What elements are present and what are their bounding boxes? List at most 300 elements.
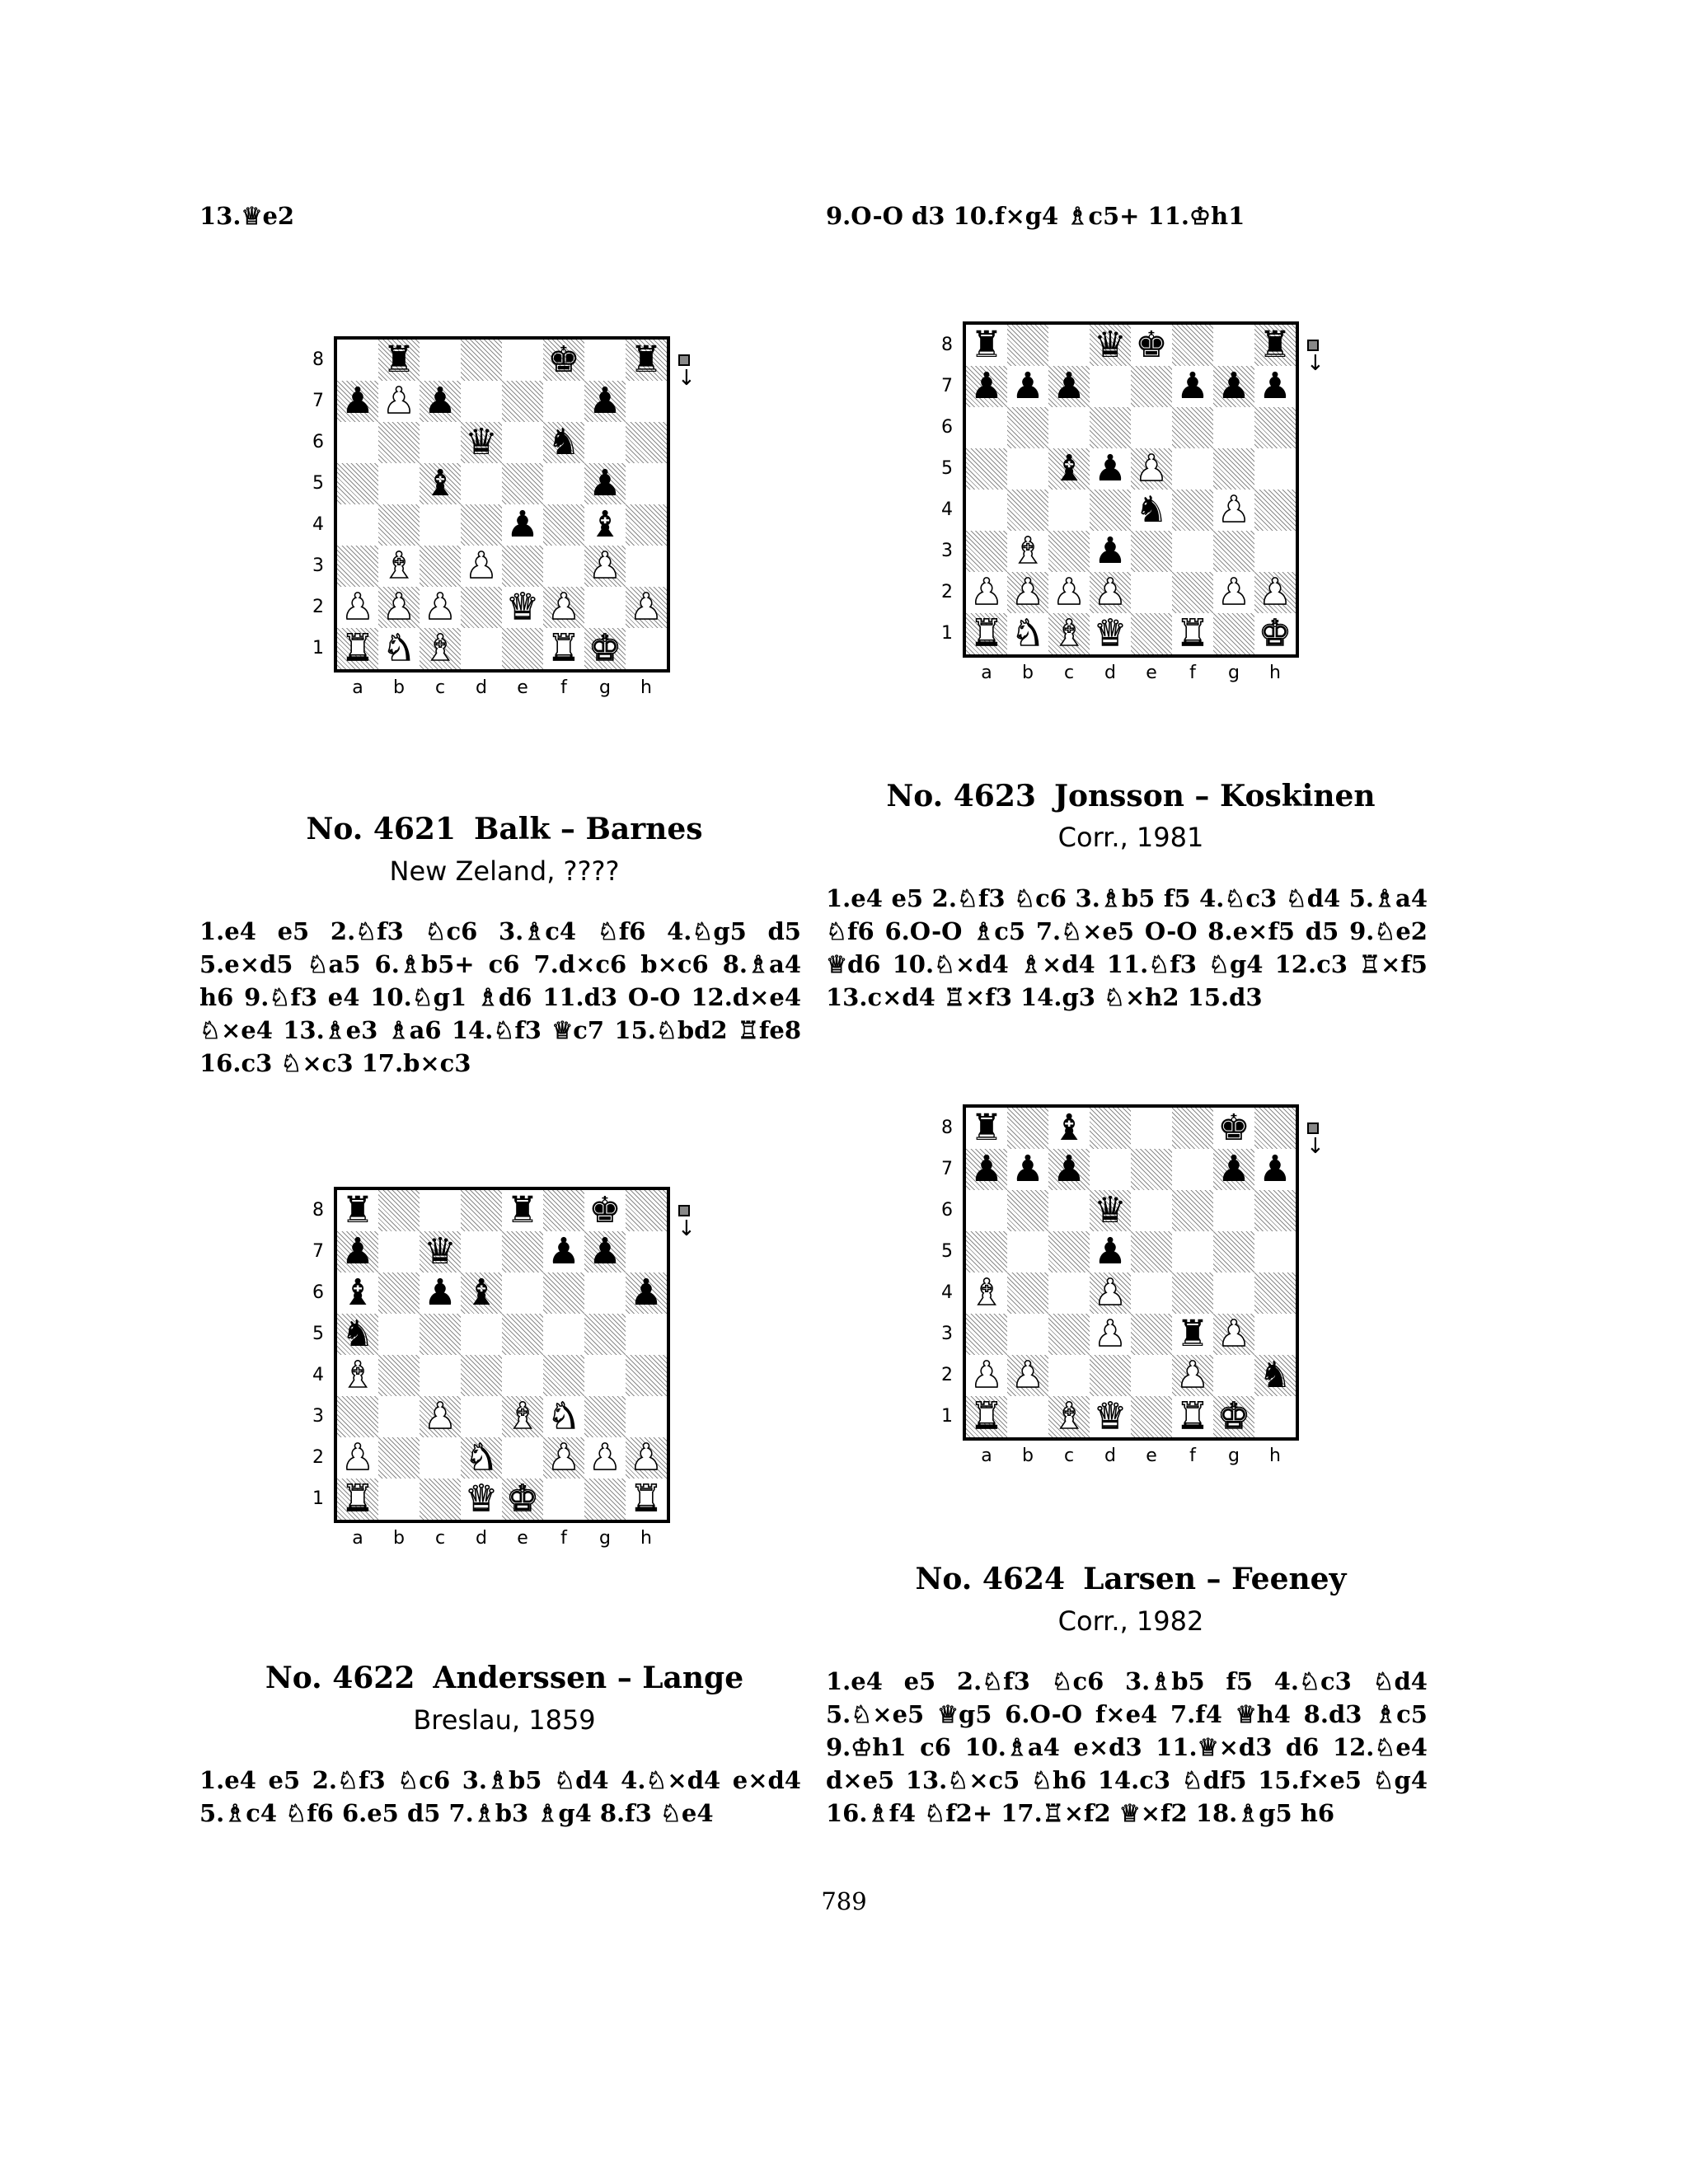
square-a1	[337, 1479, 378, 1520]
black-king-icon: ♚	[547, 339, 580, 381]
white-knight-icon: ♞	[465, 1436, 498, 1479]
square-e8	[1131, 1108, 1172, 1149]
chess-board	[334, 1187, 670, 1523]
square-d4	[461, 1355, 502, 1396]
square-e5	[1131, 448, 1172, 490]
square-d2	[1090, 1355, 1131, 1396]
square-c4	[420, 1355, 461, 1396]
square-b8	[378, 1190, 420, 1231]
black-bishop-icon: ♝	[465, 1272, 498, 1314]
square-b4	[1007, 1272, 1048, 1314]
square-f5	[1172, 448, 1213, 490]
file-label: h	[640, 677, 652, 698]
white-rook-icon: ♜	[970, 612, 1003, 654]
file-label: d	[1104, 663, 1116, 683]
file-label: c	[1063, 663, 1075, 683]
black-pawn-icon: ♟	[341, 1230, 374, 1272]
file-label: b	[393, 677, 405, 698]
square-f4	[543, 504, 584, 546]
black-bishop-icon: ♝	[1053, 1107, 1085, 1149]
square-a2	[966, 1355, 1007, 1396]
chess-board	[334, 336, 670, 673]
square-e4	[1131, 1272, 1172, 1314]
white-pawn-icon: ♟	[1094, 1313, 1127, 1355]
black-rook-icon: ♜	[1259, 324, 1292, 366]
white-king-icon: ♚	[588, 627, 621, 669]
square-f4	[1172, 1272, 1213, 1314]
file-label: a	[352, 1528, 363, 1549]
square-f3	[543, 1396, 584, 1437]
square-c2	[420, 1437, 461, 1479]
square-e6	[1131, 407, 1172, 448]
square-h1	[1254, 1396, 1296, 1437]
square-e7	[1131, 366, 1172, 407]
black-queen-icon: ♛	[1094, 1189, 1127, 1231]
square-b2	[378, 1437, 420, 1479]
file-label: f	[560, 1528, 567, 1549]
square-b3	[378, 546, 420, 587]
rank-label: 6	[312, 1282, 324, 1303]
black-rook-icon: ♜	[1176, 1313, 1209, 1355]
white-pawn-icon: ♟	[1094, 571, 1127, 613]
square-c2	[1048, 1355, 1090, 1396]
rank-label: 7	[941, 376, 953, 396]
white-pawn-icon: ♟	[1217, 571, 1250, 613]
square-g1	[584, 1479, 626, 1520]
file-label: f	[560, 677, 567, 698]
square-a2	[337, 1437, 378, 1479]
square-f7	[543, 381, 584, 422]
game-number: No. 4621	[306, 812, 457, 846]
square-a2	[966, 572, 1007, 613]
rank-label: 8	[941, 335, 953, 355]
black-knight-icon: ♞	[341, 1313, 374, 1355]
black-knight-icon: ♞	[547, 421, 580, 463]
game-event-4624: Corr., 1982	[1057, 1605, 1204, 1637]
rank-label: 1	[312, 638, 324, 658]
rank-label: 4	[941, 499, 953, 520]
square-c8	[1048, 325, 1090, 366]
black-pawn-icon: ♟	[588, 380, 621, 422]
square-h6	[1254, 1190, 1296, 1231]
square-e6	[502, 1272, 543, 1314]
moves-text: 1.e4 e5 2.♘f3 ♘c6 3.♗c4 ♘f6 4.♘g5 d5 5.e×d5 ♘a5 6.♗b5+ c6 7.d×c6 b×c6 8.♗a4 h6 9.♘f3 e4 10.♘g1 ♗d6 11.d3 O-O 12.d×e4 ♘×e4 13.♗e3 ♗a6 14.♘f3 ♕c7 15.♘bd2 ♖fe8 16.c3 ♘×c3 17.b×c3	[199, 917, 801, 1077]
square-c5	[1048, 448, 1090, 490]
square-g1	[1213, 1396, 1254, 1437]
square-g4	[584, 1355, 626, 1396]
white-king-icon: ♚	[1259, 612, 1292, 654]
square-g1	[1213, 613, 1254, 654]
square-b4	[378, 504, 420, 546]
square-a4	[337, 504, 378, 546]
square-a6	[966, 407, 1007, 448]
side-to-move-marker	[1307, 340, 1319, 351]
square-c7	[420, 381, 461, 422]
square-f3	[1172, 531, 1213, 572]
square-g2	[584, 1437, 626, 1479]
white-pawn-icon: ♟	[1217, 1313, 1250, 1355]
square-a2	[337, 587, 378, 628]
continuation-left: 13.♕e2	[199, 202, 295, 230]
white-bishop-icon: ♝	[1053, 1395, 1085, 1437]
square-f6	[1172, 1190, 1213, 1231]
square-h2	[1254, 572, 1296, 613]
square-h6	[1254, 407, 1296, 448]
square-g8	[1213, 325, 1254, 366]
square-a1	[966, 1396, 1007, 1437]
white-bishop-icon: ♝	[341, 1354, 374, 1396]
square-a6	[337, 422, 378, 463]
black-king-icon: ♚	[1135, 324, 1168, 366]
square-g4	[584, 504, 626, 546]
square-d3	[461, 1396, 502, 1437]
square-c3	[420, 1396, 461, 1437]
square-a8	[966, 325, 1007, 366]
square-h6	[626, 1272, 667, 1314]
square-g3	[584, 546, 626, 587]
black-king-icon: ♚	[588, 1189, 621, 1231]
square-c7	[420, 1231, 461, 1272]
square-b1	[378, 628, 420, 669]
square-b6	[378, 422, 420, 463]
square-d1	[461, 1479, 502, 1520]
rank-label: 7	[941, 1159, 953, 1179]
square-c1	[420, 1479, 461, 1520]
down-arrow-icon: ↓	[1306, 1134, 1325, 1159]
white-rook-icon: ♜	[1176, 1395, 1209, 1437]
black-bishop-icon: ♝	[424, 462, 457, 504]
black-pawn-icon: ♟	[1217, 365, 1250, 407]
square-a4	[337, 1355, 378, 1396]
square-c5	[420, 1314, 461, 1355]
file-label: c	[434, 1528, 446, 1549]
game-moves-4621	[199, 915, 801, 1080]
square-c3	[420, 546, 461, 587]
file-label: g	[1228, 663, 1240, 683]
game-title-4621	[199, 812, 809, 846]
black-pawn-icon: ♟	[1094, 530, 1127, 572]
moves-text: 1.e4 e5 2.♘f3 ♘c6 3.♗b5 f5 4.♘c3 ♘d4 5.♗a4 ♘f6 6.O-O ♗c5 7.♘×e5 O-O 8.e×f5 d5 9.♘e2 ♕d6 10.♘×d4 ♗×d4 11.♘f3 ♘g4 12.c3 ♖×f5 13.c×d4 ♖×f3 14.g3 ♘×h2 15.d3	[826, 884, 1428, 1011]
square-b1	[378, 1479, 420, 1520]
side-to-move-marker	[1307, 1122, 1319, 1134]
square-h4	[1254, 490, 1296, 531]
square-e6	[1131, 1190, 1172, 1231]
rank-label: 5	[312, 1324, 324, 1344]
square-d4	[1090, 490, 1131, 531]
square-c1	[420, 628, 461, 669]
square-h3	[626, 546, 667, 587]
square-f1	[543, 1479, 584, 1520]
white-queen-icon: ♛	[1094, 1395, 1127, 1437]
square-h6	[626, 422, 667, 463]
game-title-4622	[199, 1661, 809, 1695]
square-d1	[461, 628, 502, 669]
square-e7	[502, 381, 543, 422]
square-e1	[502, 1479, 543, 1520]
black-queen-icon: ♛	[465, 421, 498, 463]
game-players: Jonsson – Koskinen	[1053, 779, 1376, 813]
square-b2	[378, 587, 420, 628]
white-rook-icon: ♜	[630, 1478, 663, 1520]
square-a1	[966, 613, 1007, 654]
square-d2	[1090, 572, 1131, 613]
square-g6	[1213, 1190, 1254, 1231]
square-c3	[1048, 531, 1090, 572]
square-h3	[1254, 531, 1296, 572]
square-h5	[1254, 1231, 1296, 1272]
square-a8	[337, 340, 378, 381]
square-g2	[1213, 572, 1254, 613]
square-h1	[626, 1479, 667, 1520]
black-pawn-icon: ♟	[341, 380, 374, 422]
square-c6	[1048, 407, 1090, 448]
square-e8	[502, 340, 543, 381]
black-bishop-icon: ♝	[1053, 448, 1085, 490]
square-d4	[1090, 1272, 1131, 1314]
square-c5	[420, 463, 461, 504]
square-c8	[420, 1190, 461, 1231]
chess-board	[963, 321, 1299, 658]
file-label: b	[393, 1528, 405, 1549]
square-b7	[1007, 1149, 1048, 1190]
black-pawn-icon: ♟	[1259, 365, 1292, 407]
square-d5	[1090, 1231, 1131, 1272]
square-h1	[626, 628, 667, 669]
game-players: Anderssen – Lange	[433, 1661, 744, 1695]
square-g3	[1213, 531, 1254, 572]
square-e5	[502, 463, 543, 504]
square-e3	[1131, 531, 1172, 572]
square-d6	[461, 422, 502, 463]
square-b8	[1007, 1108, 1048, 1149]
file-label: e	[517, 677, 528, 698]
rank-label: 4	[941, 1282, 953, 1303]
square-d2	[461, 587, 502, 628]
chess-board	[963, 1104, 1299, 1441]
square-d3	[461, 546, 502, 587]
square-h8	[626, 1190, 667, 1231]
square-d8	[461, 340, 502, 381]
square-b3	[378, 1396, 420, 1437]
continuation-right: 9.O-O d3 10.f×g4 ♗c5+ 11.♔h1	[826, 202, 1245, 230]
game-players: Larsen – Feeney	[1083, 1562, 1347, 1596]
square-g4	[1213, 1272, 1254, 1314]
game-moves-4622	[199, 1764, 801, 1830]
square-c6	[420, 1272, 461, 1314]
square-g7	[584, 381, 626, 422]
square-d2	[461, 1437, 502, 1479]
square-e8	[1131, 325, 1172, 366]
square-d3	[1090, 531, 1131, 572]
game-title-4623	[826, 779, 1436, 813]
square-c6	[1048, 1190, 1090, 1231]
file-label: g	[1228, 1446, 1240, 1466]
square-f8	[1172, 325, 1213, 366]
square-g6	[584, 422, 626, 463]
file-label: c	[1063, 1446, 1075, 1466]
square-c5	[1048, 1231, 1090, 1272]
square-h7	[626, 1231, 667, 1272]
square-d6	[1090, 407, 1131, 448]
white-bishop-icon: ♝	[506, 1395, 539, 1437]
white-pawn-icon: ♟	[424, 586, 457, 628]
black-pawn-icon: ♟	[970, 365, 1003, 407]
square-a4	[966, 490, 1007, 531]
file-label: e	[1146, 663, 1157, 683]
black-king-icon: ♚	[1217, 1107, 1250, 1149]
black-pawn-icon: ♟	[506, 504, 539, 546]
black-pawn-icon: ♟	[547, 1230, 580, 1272]
square-h4	[626, 504, 667, 546]
black-pawn-icon: ♟	[424, 380, 457, 422]
square-h3	[1254, 1314, 1296, 1355]
black-pawn-icon: ♟	[424, 1272, 457, 1314]
square-d8	[461, 1190, 502, 1231]
square-h7	[626, 381, 667, 422]
black-rook-icon: ♜	[970, 1107, 1003, 1149]
black-pawn-icon: ♟	[588, 462, 621, 504]
square-b2	[1007, 1355, 1048, 1396]
white-pawn-icon: ♟	[1176, 1354, 1209, 1396]
square-g7	[1213, 1149, 1254, 1190]
square-f8	[543, 1190, 584, 1231]
square-d8	[1090, 325, 1131, 366]
square-a5	[966, 448, 1007, 490]
square-f1	[1172, 613, 1213, 654]
white-bishop-icon: ♝	[1011, 530, 1044, 572]
square-d6	[461, 1272, 502, 1314]
square-a3	[966, 531, 1007, 572]
white-rook-icon: ♜	[970, 1395, 1003, 1437]
white-pawn-icon: ♟	[588, 1436, 621, 1479]
side-to-move-marker	[678, 1205, 690, 1216]
square-b5	[1007, 1231, 1048, 1272]
black-pawn-icon: ♟	[1217, 1148, 1250, 1190]
square-e8	[502, 1190, 543, 1231]
square-e1	[1131, 1396, 1172, 1437]
square-h8	[626, 340, 667, 381]
square-c3	[1048, 1314, 1090, 1355]
square-d7	[461, 381, 502, 422]
white-knight-icon: ♞	[547, 1395, 580, 1437]
rank-label: 8	[312, 349, 324, 370]
square-f7	[543, 1231, 584, 1272]
square-b4	[1007, 490, 1048, 531]
square-f5	[543, 463, 584, 504]
square-b6	[1007, 1190, 1048, 1231]
square-g3	[1213, 1314, 1254, 1355]
square-a6	[337, 1272, 378, 1314]
white-pawn-icon: ♟	[1011, 571, 1044, 613]
square-e4	[1131, 490, 1172, 531]
white-pawn-icon: ♟	[1053, 571, 1085, 613]
white-pawn-icon: ♟	[547, 586, 580, 628]
white-bishop-icon: ♝	[382, 545, 415, 587]
square-d1	[1090, 613, 1131, 654]
square-a5	[337, 463, 378, 504]
square-f7	[1172, 366, 1213, 407]
file-label: d	[476, 677, 487, 698]
black-knight-icon: ♞	[1135, 489, 1168, 531]
square-a7	[966, 1149, 1007, 1190]
white-pawn-icon: ♟	[547, 1436, 580, 1479]
square-e5	[1131, 1231, 1172, 1272]
white-knight-icon: ♞	[1011, 612, 1044, 654]
black-pawn-icon: ♟	[588, 1230, 621, 1272]
square-g8	[1213, 1108, 1254, 1149]
square-d7	[1090, 1149, 1131, 1190]
white-rook-icon: ♜	[341, 627, 374, 669]
square-h4	[626, 1355, 667, 1396]
file-label: e	[1146, 1446, 1157, 1466]
white-pawn-icon: ♟	[1011, 1354, 1044, 1396]
square-d7	[1090, 366, 1131, 407]
black-bishop-icon: ♝	[588, 504, 621, 546]
file-label: d	[1104, 1446, 1116, 1466]
square-f2	[1172, 572, 1213, 613]
square-f3	[1172, 1314, 1213, 1355]
square-c7	[1048, 366, 1090, 407]
square-g6	[1213, 407, 1254, 448]
white-queen-icon: ♛	[465, 1478, 498, 1520]
black-pawn-icon: ♟	[1053, 1148, 1085, 1190]
square-h5	[1254, 448, 1296, 490]
rank-label: 6	[941, 417, 953, 438]
square-b4	[378, 1355, 420, 1396]
white-pawn-icon: ♟	[970, 1354, 1003, 1396]
square-b6	[1007, 407, 1048, 448]
rank-label: 4	[312, 1365, 324, 1385]
game-number: No. 4622	[265, 1661, 415, 1695]
square-f8	[1172, 1108, 1213, 1149]
file-label: d	[476, 1528, 487, 1549]
square-b3	[1007, 1314, 1048, 1355]
square-a7	[337, 1231, 378, 1272]
square-e3	[1131, 1314, 1172, 1355]
white-pawn-icon: ♟	[382, 380, 415, 422]
square-c4	[1048, 1272, 1090, 1314]
side-to-move-marker	[678, 354, 690, 366]
square-f6	[1172, 407, 1213, 448]
black-pawn-icon: ♟	[630, 1272, 663, 1314]
square-e7	[502, 1231, 543, 1272]
black-bishop-icon: ♝	[341, 1272, 374, 1314]
file-label: b	[1022, 663, 1034, 683]
square-g3	[584, 1396, 626, 1437]
rank-label: 5	[941, 1241, 953, 1262]
square-f2	[1172, 1355, 1213, 1396]
square-c2	[420, 587, 461, 628]
square-a5	[966, 1231, 1007, 1272]
square-b5	[378, 463, 420, 504]
square-b1	[1007, 613, 1048, 654]
moves-text: 1.e4 e5 2.♘f3 ♘c6 3.♗b5 ♘d4 4.♘×d4 e×d4 5.♗c4 ♘f6 6.e5 d5 7.♗b3 ♗g4 8.f3 ♘e4	[199, 1766, 801, 1827]
square-c7	[1048, 1149, 1090, 1190]
square-d6	[1090, 1190, 1131, 1231]
square-e1	[502, 628, 543, 669]
black-rook-icon: ♜	[970, 324, 1003, 366]
square-e4	[502, 1355, 543, 1396]
white-pawn-icon: ♟	[424, 1395, 457, 1437]
square-a4	[966, 1272, 1007, 1314]
square-b3	[1007, 531, 1048, 572]
square-f5	[1172, 1231, 1213, 1272]
square-g5	[584, 463, 626, 504]
square-g8	[584, 340, 626, 381]
black-rook-icon: ♜	[382, 339, 415, 381]
game-moves-4623	[826, 882, 1428, 1014]
square-c2	[1048, 572, 1090, 613]
